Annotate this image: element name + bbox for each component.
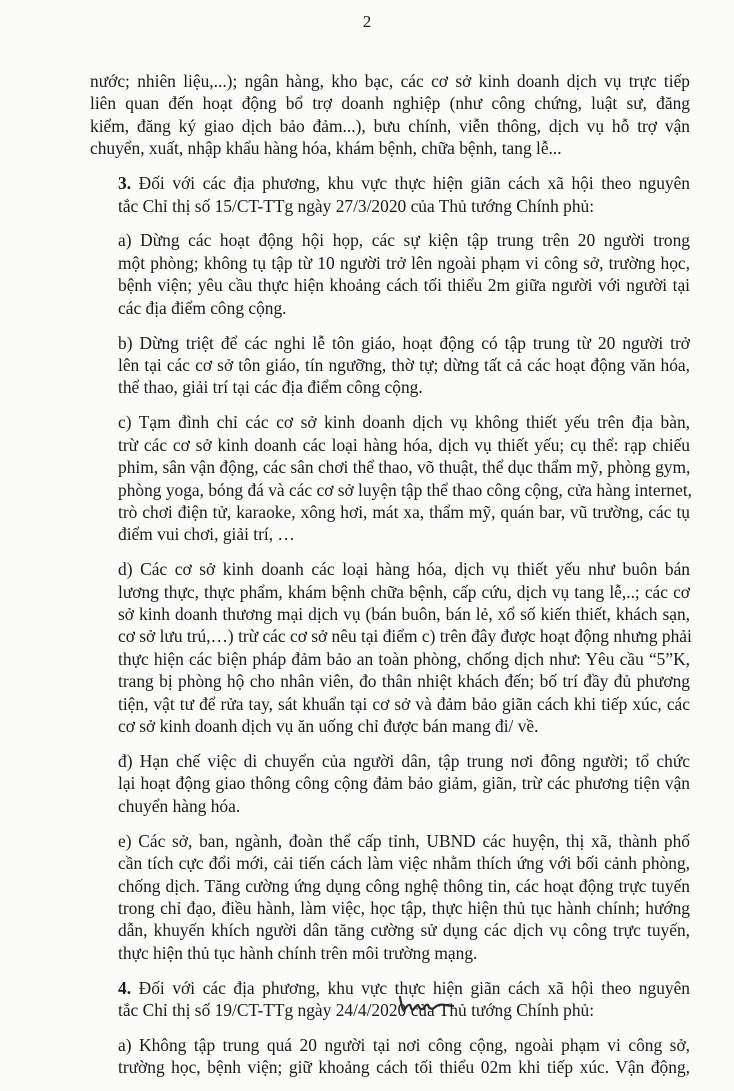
text-line: cơ sở lưu trú,…) trừ các cơ sở nêu tại điểm c) trên đây được hoạt động nhưng phải	[118, 626, 692, 647]
text-line: bệnh viện; yêu cầu thực hiện khoảng cách tối thiểu 2m giữa người với người tại	[118, 275, 690, 296]
item-d	[90, 558, 690, 737]
text-line: chuyển, xuất, nhập khẩu hàng hóa, khám bệnh, chữa bệnh, tang lễ...	[90, 138, 562, 159]
text-line: liên quan đến hoạt động bổ trợ doanh nghiệp (như công chứng, luật sư, đăng	[90, 93, 690, 114]
item-b	[90, 332, 690, 399]
text-line: đ) Hạn chế việc di chuyển của người dân, tập trung nơi đông người; tổ chức	[118, 750, 690, 771]
text-line: 4. Đối với các địa phương, khu vực thực hiện giãn cách xã hội theo nguyên	[118, 977, 690, 998]
text-line: a) Không tập trung quá 20 người tại nơi công cộng, ngoài phạm vi công sở,	[118, 1034, 690, 1055]
section-number: 3.	[118, 173, 132, 194]
text-line: lại hoạt động giao thông công cộng đảm bảo giảm, giãn, trừ các phương tiện vận	[118, 773, 690, 794]
section-number: 4.	[118, 977, 132, 998]
text-line: điểm vui chơi, giải trí, …	[118, 524, 295, 545]
item-e	[90, 830, 690, 964]
text-line: chống dịch. Tăng cường ứng dụng công nghệ thông tin, các hoạt động trực tuyến	[118, 875, 690, 896]
section-3-heading	[90, 172, 690, 217]
text-line: trò chơi điện tử, karaoke, xông hơi, mát xa, thẩm mỹ, quán bar, vũ trường, các tụ	[118, 501, 690, 522]
text-line: a) Dừng các hoạt động hội họp, các sự kiện tập trung trên 20 người trong	[118, 230, 690, 251]
item-a	[90, 229, 690, 319]
text-line: trong chỉ đạo, điều hành, làm việc, học tập, thực hiện thủ tục hành chính; hướng	[118, 897, 690, 918]
page-number: 2	[362, 12, 372, 31]
text-line: phòng yoga, bóng đá và các cơ sở luyện tập thể thao công cộng, cửa hàng internet,	[118, 479, 692, 500]
text-line: một phòng; không tụ tập từ 10 người trở lên ngoài phạm vi công sở, trường học,	[118, 252, 690, 273]
text-line: trường học, bệnh viện; giữ khoảng cách tối thiểu 02m khi tiếp xúc. Vận động,	[118, 1057, 690, 1078]
text-line: tắc Chỉ thị số 15/CT-TTg ngày 27/3/2020 của Thủ tướng Chính phủ:	[118, 195, 595, 216]
text-line: cần tích cực đổi mới, cải tiến cách làm việc nhằm thích ứng với bối cảnh phòng,	[118, 853, 690, 874]
text-line: kiểm, đăng ký giao dịch bảo đảm...), bưu chính, viễn thông, dịch vụ hỗ trợ vận	[90, 115, 690, 136]
handwritten-initials	[397, 993, 457, 1015]
item-dd	[90, 750, 690, 817]
text-line: 3. Đối với các địa phương, khu vực thực hiện giãn cách xã hội theo nguyên	[118, 173, 690, 194]
text-line: cơ sở kinh doanh dịch vụ ăn uống chỉ được bán mang đi/ về.	[118, 716, 539, 737]
text-line: tiện, vật tư để rửa tay, sát khuẩn tại cơ sở và đảm bảo giãn cách khi tiếp xúc, các	[118, 693, 690, 714]
text-line: lên tại các cơ sở tôn giáo, tín ngưỡng, thờ tự; dừng tất cả các hoạt động văn hóa,	[118, 354, 690, 375]
text-line: thể thao, giải trí tại các địa điểm công cộng.	[118, 377, 423, 398]
text-line: c) Tạm đình chỉ các cơ sở kinh doanh dịch vụ không thiết yếu trên địa bàn,	[118, 412, 690, 433]
text-line: thực hiện thủ tục hành chính trên môi trường mạng.	[118, 942, 478, 963]
text-line: d) Các cơ sở kinh doanh các loại hàng hóa, dịch vụ thiết yếu như buôn bán	[118, 559, 690, 580]
item-c	[90, 411, 690, 545]
text-line: tắc Chỉ thị số 19/CT-TTg ngày 24/4/2020 của Thủ tướng Chính phủ:	[118, 1000, 595, 1021]
paragraph-continuation	[90, 70, 690, 160]
text-line: b) Dừng triệt để các nghi lễ tôn giáo, hoạt động có tập trung từ 20 người trở	[118, 332, 690, 353]
text-line: dẫn, khuyến khích người dân tăng cường sử dụng các dịch vụ công trực tuyến,	[118, 920, 690, 941]
text-line: lương thực, thực phẩm, khám bệnh chữa bệnh, cấp cứu, dịch vụ tang lễ,..; các cơ	[118, 581, 690, 602]
text-line: các địa điểm công cộng.	[118, 297, 287, 318]
text-line: nước; nhiên liệu,...); ngân hàng, kho bạc, các cơ sở kinh doanh dịch vụ trực tiếp	[90, 71, 690, 91]
section-4-heading	[90, 977, 690, 1022]
item-4a	[90, 1034, 690, 1079]
text-line: sở kinh doanh thương mại dịch vụ (bán buôn, bán lẻ, xổ số kiến thiết, khách sạn,	[118, 604, 690, 625]
text-line: phim, sân vận động, các sân chơi thể thao, võ thuật, thể dục thẩm mỹ, phòng gym,	[118, 457, 691, 478]
text-line: chuyển hàng hóa.	[118, 795, 241, 816]
document-body	[90, 70, 690, 1091]
text-line: e) Các sở, ban, ngành, đoàn thể cấp tỉnh, UBND các huyện, thị xã, thành phố	[118, 830, 690, 851]
text-line: thực hiện các biện pháp đảm bảo an toàn phòng, chống dịch như: Yêu cầu “5”K,	[118, 648, 690, 669]
text-line: trừ các cơ sở kinh doanh các loại hàng hóa, dịch vụ thiết yếu; cụ thể: rạp chiếu	[118, 434, 690, 455]
text-line: trang bị phòng hộ cho nhân viên, đo thân nhiệt khách đến; bố trí đầy đủ phương	[118, 671, 690, 692]
